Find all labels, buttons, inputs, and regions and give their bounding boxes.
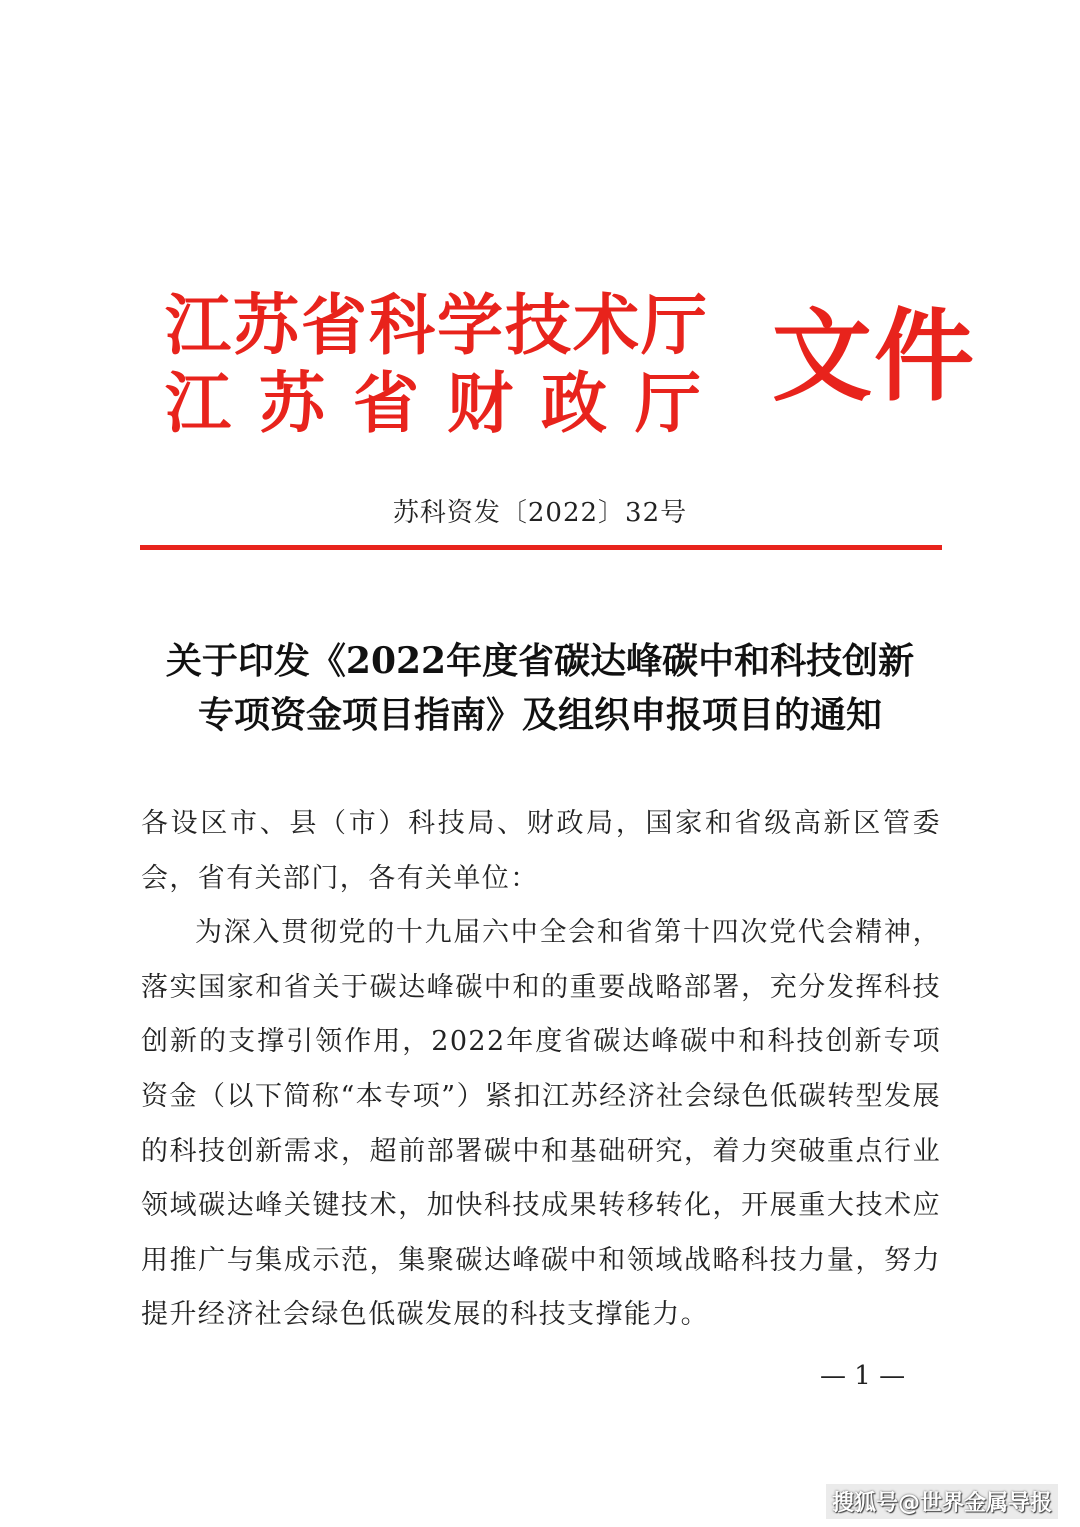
document-number: 苏科资发〔2022〕32号 (392, 498, 688, 528)
addressee: 各设区市、县（市）科技局、财政局，国家和省级高新区管委会，省有关部门，各有关单位： (141, 808, 941, 894)
issuing-authorities (165, 286, 729, 442)
document-title (120, 634, 960, 742)
issuer-finance-dept: 江苏省财政厅 (165, 364, 729, 442)
title-line-2: 专项资金项目指南》及组织申报项目的通知 (197, 694, 882, 736)
red-divider (140, 545, 942, 550)
issuer-science-dept: 江苏省科学技术厅 (165, 286, 709, 364)
title-line-1: 关于印发《2022年度省碳达峰碳中和科技创新 (165, 640, 915, 682)
source-watermark: 搜狐号@世界金属导报 (826, 1484, 1058, 1519)
page-number: — 1 — (820, 1361, 906, 1391)
body-paragraph: 为深入贯彻党的十九届六中全会和省第十四次党代会精神，落实国家和省关于碳达峰碳中和的重要战略部署，充分发挥科技创新的支撑引领作用，2022年度省碳达峰碳中和科技创新专项资金（以下简称“本专项”）紧扣江苏经济社会绿色低碳转型发展的科技创新需求，超前部署碳中和基础研究，着力突破重点行业领域碳达峰关键技术，加快科技成果转移转化，开展重大技术应用推广与集成示范，集聚碳达峰碳中和领域战略科技力量，努力提升经济社会绿色低碳发展的科技支撑能力。 (141, 917, 941, 1331)
document-label: 文件 (772, 297, 976, 415)
document-body (141, 797, 941, 1343)
